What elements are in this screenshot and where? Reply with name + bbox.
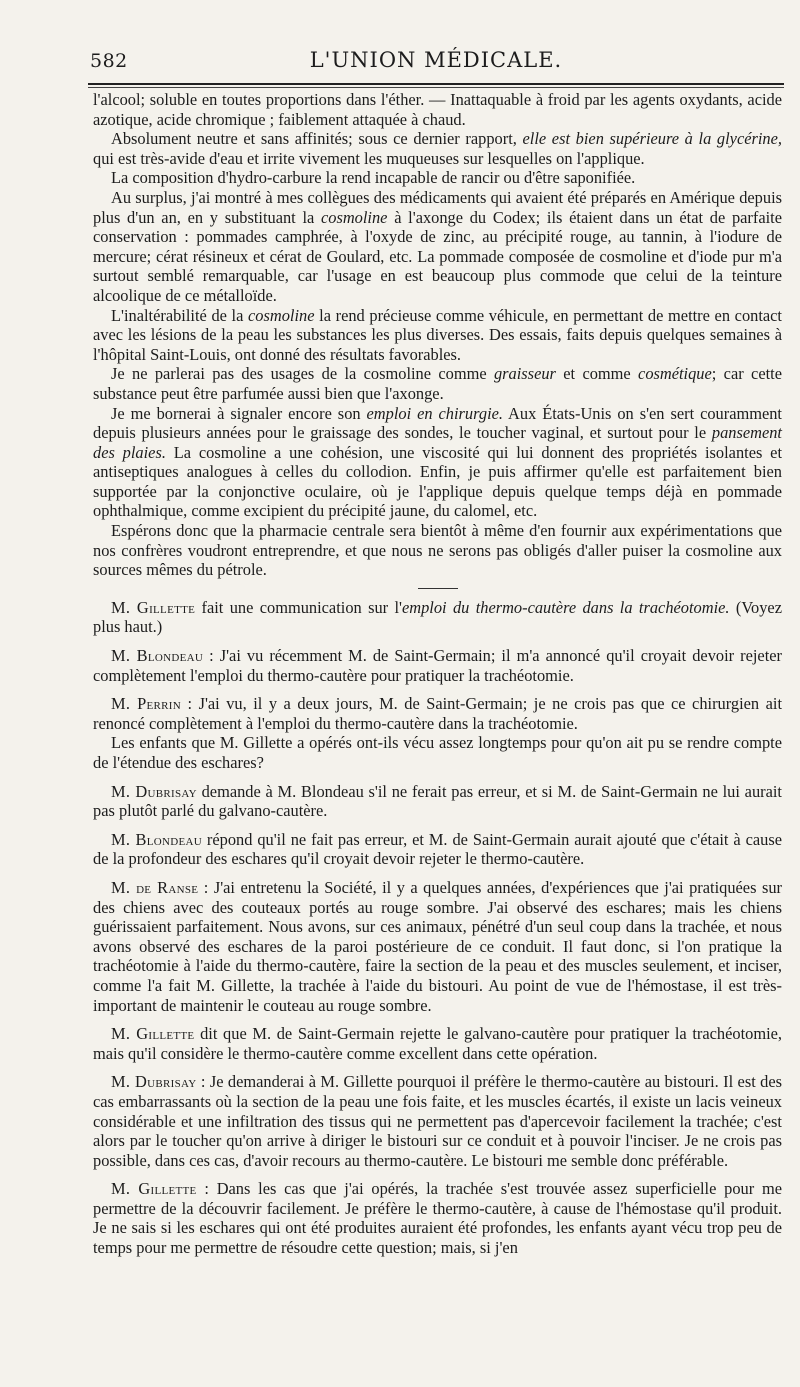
italic-text: cosmoline xyxy=(321,207,388,227)
journal-title: L'UNION MÉDICALE. xyxy=(309,48,563,72)
italic-text: pansement des plaies. xyxy=(93,423,782,462)
text-run: (Voyez plus haut.) xyxy=(93,597,782,637)
paragraph xyxy=(93,1179,782,1257)
page-header xyxy=(90,44,782,80)
speaker-name: M. de Ranse xyxy=(111,877,199,897)
paragraph xyxy=(93,733,782,772)
text-run: L'inaltérabilité de la xyxy=(111,305,249,325)
text-run: Absolument neutre et sans affinités; sous ce dernier rapport, xyxy=(111,129,523,149)
text-run: : J'ai vu, il y a deux jours, M. de Saint-Germain; je ne crois pas que ce chirurgien ait renoncé complètement à l'emploi du thermo-cautère dans la trachéotomie. xyxy=(93,694,782,733)
text-run: dit que M. de Saint-Germain rejette le galvano-cautère pour pratiquer la trachéotomie, mais qu'il considère le thermo-cautère comme excellent dans cette opération. xyxy=(93,1024,783,1063)
paragraph xyxy=(93,168,782,188)
text-run: ; car cette substance peut être parfumée aussi bien que l'axonge. xyxy=(93,364,782,403)
text-run: : J'ai vu récemment M. de Saint-Germain; il m'a annoncé qu'il croyait devoir rejeter complètement l'emploi du thermo-cautère pour pratiquer la trachéotomie. xyxy=(93,646,782,685)
paragraph xyxy=(93,694,782,733)
speaker-name: M. Dubrisay xyxy=(111,1072,197,1092)
paragraph xyxy=(93,1072,782,1170)
text-run: Aux États-Unis on s'en sert couramment depuis plusieurs années pour le graissage des sondes, le toucher vaginal, et surtout pour le xyxy=(93,403,782,443)
text-run: Les enfants que M. Gillette a opérés ont-ils vécu assez longtemps pour qu'on ait pu se rendre compte de l'étendue des eschares? xyxy=(93,733,782,772)
text-run: répond qu'il ne fait pas erreur, et M. de Saint-Germain aurait ajouté que c'était à cause de la profondeur des eschares qu'il croyait devoir rejeter le thermo-cautère. xyxy=(93,829,782,869)
paragraph xyxy=(93,188,782,306)
text-run: et comme xyxy=(555,364,639,384)
text-run: : Je demanderai à M. Gillette pourquoi il préfère le thermo-cautère au bistouri. Il est des cas embarrassants où la section de la peau une fois faite, et les muscles écartés, il existe un lacis veineux considérable et une infiltration des tissus qui ne permettent pas d'apercevoir facilement la trachée; c'est alors par le toucher qu'on arrive à diriger le bistouri sur ce conduit et à pouvoir l'inciser. Je ne crois pas possible, dans ces cas, d'avoir recours au thermo-cautère. Le bistouri me semble donc préférable. xyxy=(93,1072,782,1170)
speaker-name: M. Dubrisay xyxy=(111,781,197,801)
paragraph xyxy=(93,521,782,580)
paragraph xyxy=(93,306,782,365)
text-run: : Dans les cas que j'ai opérés, la trachée s'est trouvée assez superficielle pour me permettre de la découvrir facilement. Je préfère le thermo-cautère, à cause de l'hémostase qu'il produit. Je ne sais si les eschares qui ont été produites auraient été profondes, les enfants ayant vécu trop peu de temps pour me permettre de résoudre cette question; mais, si j'en xyxy=(93,1179,782,1258)
speaker-name: M. Gillette xyxy=(111,1179,197,1199)
text-run: La composition d'hydro-carbure la rend incapable de rancir ou d'être saponifiée. xyxy=(111,168,636,188)
paragraph xyxy=(93,364,782,403)
italic-text: emploi en chirurgie. xyxy=(366,403,503,423)
paragraph xyxy=(93,878,782,1015)
text-run: La cosmoline a une cohésion, une viscosité qui lui donnent des propriétés isolantes et antiseptiques analogues à celles du collodion. Enfin, je puis affirmer qu'elle est parfaitement bien supportée par la conjonctive oculaire, où je l'applique depuis quelque temps déjà en pommade ophthalmique, comme excipient du précipité jaune, du calomel, etc. xyxy=(93,442,782,521)
speaker-name: M. Gillette xyxy=(111,1024,195,1044)
text-run: Je ne parlerai pas des usages de la cosmoline comme xyxy=(111,364,494,384)
text-run: Au surplus, j'ai montré à mes collègues des médicaments qui avaient été préparés en Amérique depuis plus d'un an, en y substituant la xyxy=(93,187,782,227)
italic-text: elle est bien supérieure à la glycérine, xyxy=(522,129,782,149)
paragraph xyxy=(93,129,782,168)
text-run: fait une communication sur l' xyxy=(195,597,402,617)
speaker-name: M. Perrin xyxy=(111,694,181,714)
text-run: qui est très-avide d'eau et irrite vivement les muqueuses sur lesquelles on l'applique. xyxy=(93,148,645,168)
paragraph xyxy=(93,782,782,821)
text-run: l'alcool; soluble en toutes proportions dans l'éther. — Inattaquable à froid par les agents oxydants, acide azotique, acide chromique ; faiblement attaquée à chaud. xyxy=(93,90,782,129)
paragraph xyxy=(93,646,782,685)
speaker-name: M. Gillette xyxy=(111,597,196,617)
text-run: la rend précieuse comme véhicule, en permettant de mettre en contact avec les lésions de la peau les substances les plus diverses. Des essais, faits depuis quelques semaines à l'hôpital Saint-Louis, ont donné des résultats favorables. xyxy=(93,305,782,364)
speaker-name: M. Blondeau xyxy=(111,829,202,849)
text-run: : J'ai entretenu la Société, il y a quelques années, d'expériences que j'ai pratiquées sur des chiens avec des couteaux portés au rouge sombre. J'ai observé des eschares; mais les chiens guérissaient parfaitement. Nous avons, sur ces animaux, pénétré d'un seul coup dans la trachée, et nous avons observé des eschares de la paroi postérieure de ce conduit. Il faut donc, si l'on pratique la trachéotomie à l'aide du thermo-cautère, faire la section de la peau et des muscles seulement, et inciser, comme l'a fait M. Gillette, la trachée à l'aide du bistouri. Au point de vue de l'hémostase, il est très-important de maintenir le couteau au rouge sombre. xyxy=(93,877,782,1015)
paragraph xyxy=(93,1024,782,1063)
text-run: Je me bornerai à signaler encore son xyxy=(111,403,367,423)
text-run: demande à M. Blondeau s'il ne ferait pas erreur, et si M. de Saint-Germain ne lui aurait pas plutôt parlé du galvano-cautère. xyxy=(93,781,782,821)
section-separator xyxy=(418,588,458,589)
text-run: à l'axonge du Codex; ils étaient dans un état de parfaite conservation : pommades camphrée, à l'oxyde de zinc, au précipité rouge, au tannin, à l'iodure de mercure; cérat résineux et cérat de Goulard, etc. La pommade composée de cosmoline et d'iode pur m'a surtout semblé remarquable, car l'usage en est beaucoup plus commode que celui de la teinture alcoolique de ce métalloïde. xyxy=(93,207,783,305)
paragraph xyxy=(93,90,782,129)
italic-text: emploi du thermo-cautère dans la trachéotomie. xyxy=(401,597,730,617)
article-body xyxy=(93,90,782,1258)
text-run: Espérons donc que la pharmacie centrale sera bientôt à même d'en fournir aux expérimentations que nos confrères voudront entreprendre, et que nous ne serons pas obligés d'aller puiser la cosmoline aux sources mêmes du pétrole. xyxy=(93,521,782,580)
speaker-name: M. Blondeau xyxy=(111,646,204,666)
italic-text: graisseur xyxy=(493,364,556,384)
paragraph xyxy=(93,830,782,869)
header-rule xyxy=(88,83,784,85)
italic-text: cosmoline xyxy=(248,305,315,325)
paragraph xyxy=(93,598,782,637)
italic-text: cosmétique xyxy=(638,364,712,384)
page-number: 582 xyxy=(90,50,128,72)
header-rule-thin xyxy=(88,87,784,88)
paragraph xyxy=(93,404,782,522)
